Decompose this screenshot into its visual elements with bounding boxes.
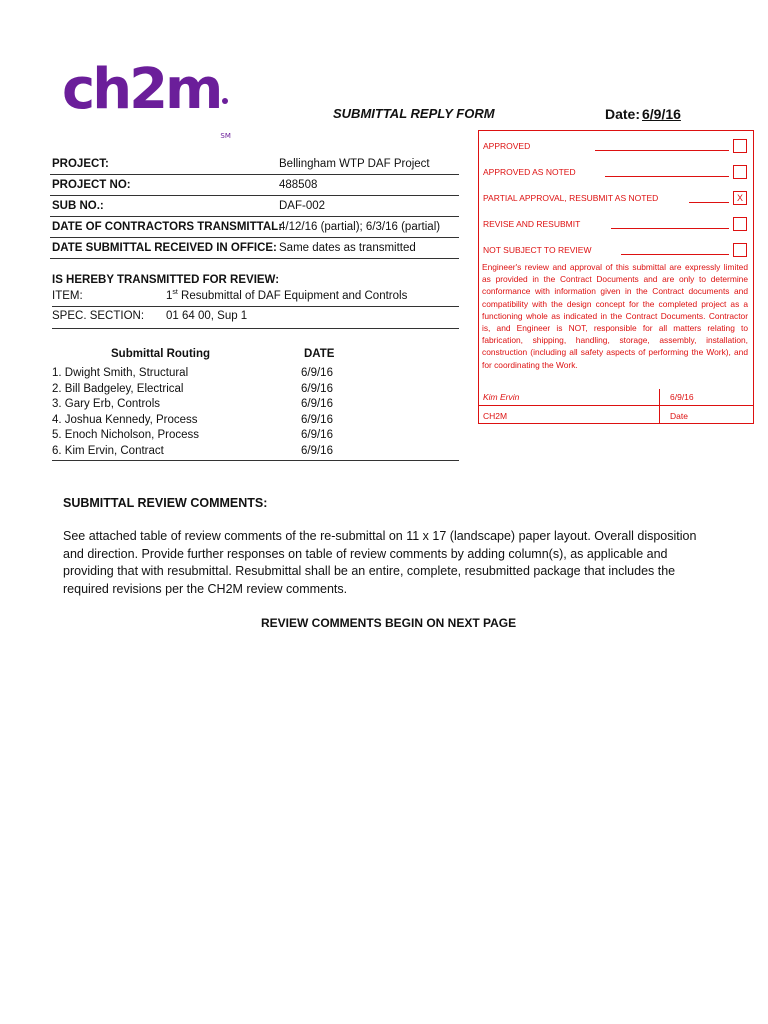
- logo-text: ch2m: [62, 57, 221, 122]
- not-subject-checkbox[interactable]: [733, 243, 747, 257]
- option-label: APPROVED: [483, 141, 531, 151]
- date-caption: Date: [670, 411, 688, 421]
- project-label: PROJECT:: [52, 158, 109, 170]
- form-title: SUBMITTAL REPLY FORM: [333, 106, 495, 121]
- routing-name: 5. Enoch Nicholson, Process: [52, 429, 200, 442]
- signed-date: 6/9/16: [670, 392, 694, 402]
- project-no-label: PROJECT NO:: [52, 179, 131, 191]
- project-no-row: [50, 175, 459, 196]
- company-label: CH2M: [483, 411, 508, 421]
- item-label: ITEM:: [52, 290, 83, 302]
- routing-list: [52, 366, 459, 461]
- item-value: [166, 290, 407, 302]
- item-number: 1: [166, 290, 173, 302]
- routing-date: 6/9/16: [301, 444, 333, 457]
- routing-name: 3. Gary Erb, Controls: [52, 398, 161, 411]
- option-line: [689, 202, 729, 203]
- sub-no-label: SUB NO.:: [52, 200, 104, 212]
- ch2m-logo: [62, 57, 237, 140]
- review-disclaimer: Engineer's review and approval of this submittal are expressly limited as provided in the Contract Documents and are only to determine conformance with information given in the Contract documents and compatibility with the design concept for the completed project as a functioning whole as indicated in the Contract Documents. Contractor is, and Engineer is NOT, responsible for all matters relating to fabrication, shipping, handling, storage, assembly, installation, construction (including all safety aspects of performing the Work), and for coordinating the Work.: [482, 262, 748, 370]
- approved-as-noted-checkbox[interactable]: [733, 165, 747, 179]
- item-row: [52, 290, 459, 307]
- spec-section-label: SPEC. SECTION:: [52, 310, 145, 322]
- routing-row: [52, 397, 459, 413]
- routing-name: 1. Dwight Smith, Structural: [52, 367, 189, 379]
- project-info-table: [50, 154, 459, 259]
- option-label: REVISE AND RESUBMIT: [483, 219, 581, 229]
- spec-section-row: [52, 310, 459, 329]
- next-page-note: REVIEW COMMENTS BEGIN ON NEXT PAGE: [261, 616, 517, 630]
- routing-name: 6. Kim Ervin, Contract: [52, 444, 164, 457]
- received-date-value: Same dates as transmitted: [279, 242, 416, 254]
- project-value: Bellingham WTP DAF Project: [279, 158, 430, 170]
- sub-no-value: DAF-002: [279, 200, 326, 212]
- received-date-row: [50, 238, 459, 259]
- received-date-label: DATE SUBMITTAL RECEIVED IN OFFICE:: [52, 242, 277, 254]
- transmittal-date-label: DATE OF CONTRACTORS TRANSMITTAL:: [52, 221, 282, 233]
- signature-column-divider: [659, 389, 660, 423]
- option-revise-resubmit: [483, 211, 749, 231]
- routing-date-heading: DATE: [304, 348, 335, 360]
- approved-checkbox[interactable]: [733, 139, 747, 153]
- routing-name: 2. Bill Badgeley, Electrical: [52, 382, 184, 395]
- comments-heading: SUBMITTAL REVIEW COMMENTS:: [63, 496, 268, 510]
- sub-no-row: [50, 196, 459, 217]
- item-superscript: st: [172, 289, 178, 297]
- transmittal-heading: IS HEREBY TRANSMITTED FOR REVIEW:: [52, 274, 280, 286]
- signer-name: Kim Ervin: [483, 392, 520, 402]
- routing-date: 6/9/16: [301, 382, 333, 395]
- option-not-subject: [483, 237, 749, 257]
- option-line: [605, 176, 729, 177]
- transmittal-date-value: 4/12/16 (partial); 6/3/16 (partial): [279, 221, 441, 233]
- approval-stamp-box: [478, 130, 754, 424]
- comments-body: See attached table of review comments of the re-submittal on 11 x 17 (landscape) paper layout. Overall disposition and direction. Provide further responses on table of review comments by adding column(s), as applicable and providing that with resubmittal. Resubmittal shall be an entire, complete, resubmitted package that includes the required revisions per the CH2M review comments.: [63, 529, 697, 596]
- routing-row: [52, 413, 459, 429]
- option-line: [611, 228, 729, 229]
- signature-row: [479, 387, 753, 405]
- routing-date: 6/9/16: [301, 367, 333, 379]
- option-label: NOT SUBJECT TO REVIEW: [483, 245, 592, 255]
- routing-row: [52, 444, 459, 460]
- option-label: APPROVED AS NOTED: [483, 167, 576, 177]
- transmittal-date-row: [50, 217, 459, 238]
- routing-date: 6/9/16: [301, 398, 333, 411]
- partial-approval-checkbox[interactable]: X: [733, 191, 747, 205]
- signature-divider: [479, 405, 753, 406]
- service-mark: SM: [220, 132, 231, 140]
- project-no-value: 488508: [279, 179, 318, 191]
- option-line: [595, 150, 729, 151]
- routing-name: 4. Joshua Kennedy, Process: [52, 413, 198, 426]
- option-approved: [483, 133, 749, 153]
- routing-row: [52, 428, 459, 444]
- date-label: Date:: [605, 106, 641, 122]
- routing-date: 6/9/16: [301, 413, 333, 426]
- option-label: PARTIAL APPROVAL, RESUBMIT AS NOTED: [483, 193, 659, 203]
- item-text: Resubmittal of DAF Equipment and Controls: [177, 290, 408, 302]
- routing-date: 6/9/16: [301, 429, 333, 442]
- revise-resubmit-checkbox[interactable]: [733, 217, 747, 231]
- spec-section-value: 01 64 00, Sup 1: [166, 310, 248, 322]
- option-partial-approval: [483, 185, 749, 205]
- date-value: 6/9/16: [642, 106, 681, 122]
- option-approved-as-noted: [483, 159, 749, 179]
- logo-dot-icon: [222, 98, 228, 104]
- routing-row: [52, 382, 459, 398]
- routing-row: [52, 366, 459, 382]
- option-line: [621, 254, 729, 255]
- project-row: [50, 154, 459, 175]
- routing-heading: Submittal Routing: [111, 348, 211, 360]
